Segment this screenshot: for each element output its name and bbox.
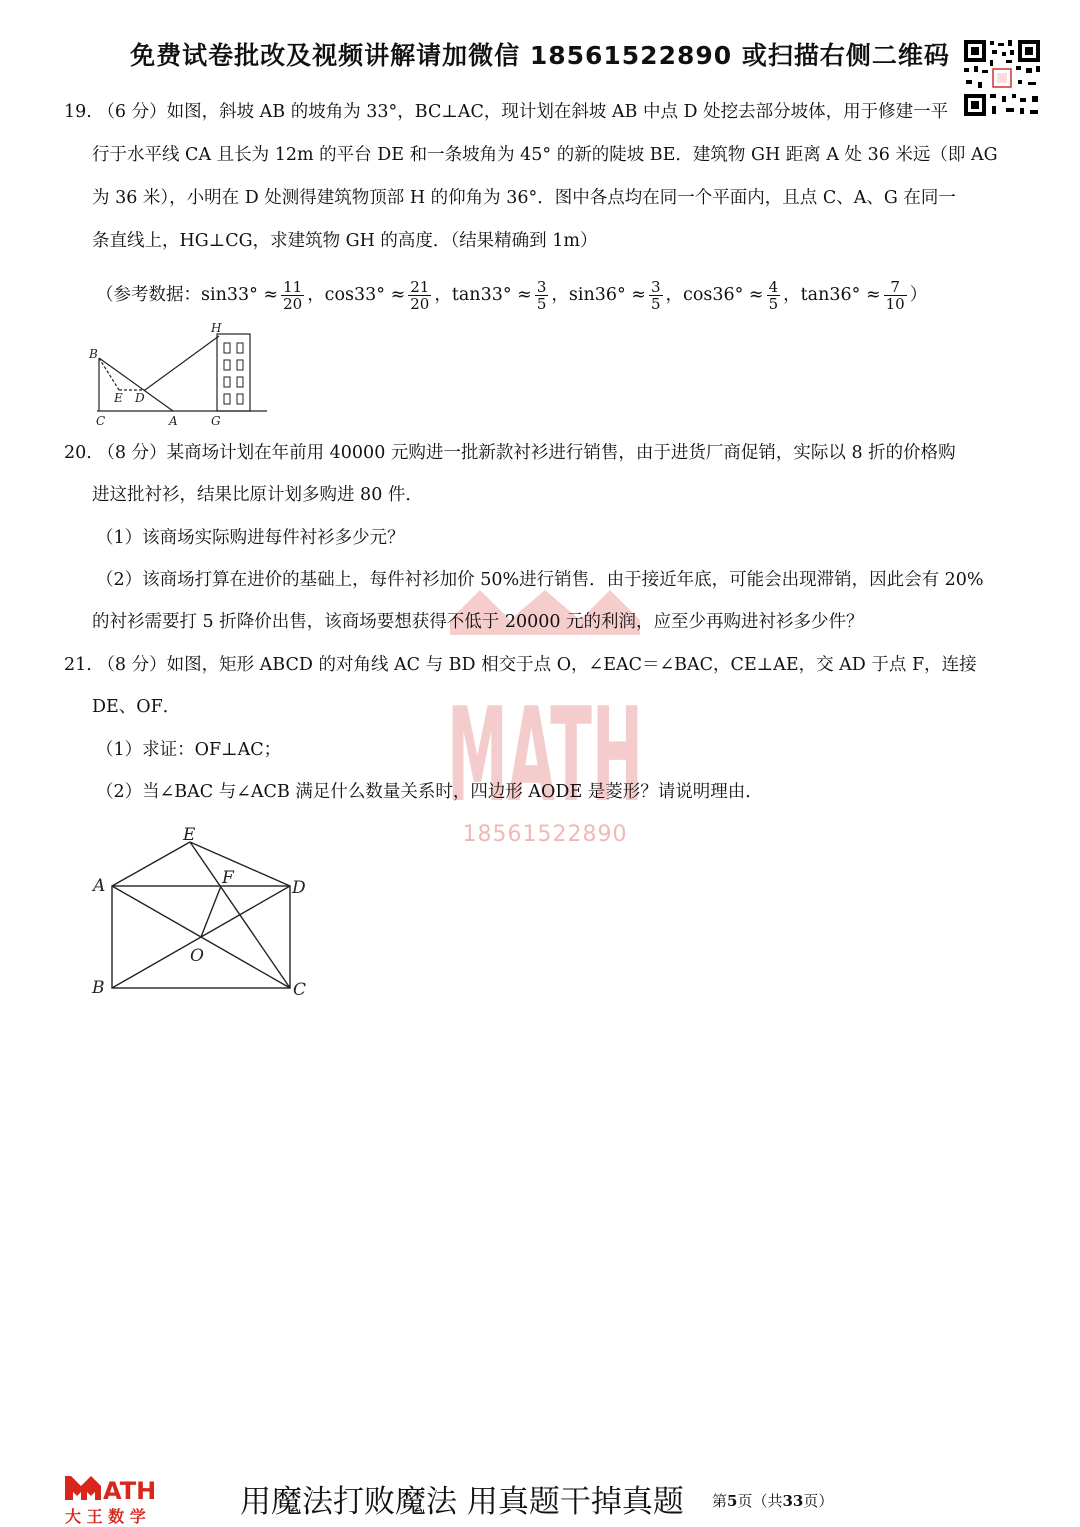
q19-line-2: 行于水平线 CA 且长为 12m 的平台 DE 和一条坡角为 45° 的新的陡坡 BE．建筑物 GH 距离 A 处 36 米远（即 AG [92, 145, 998, 165]
q19-label-D: D [135, 391, 145, 405]
page-header-title: 免费试卷批改及视频讲解请加微信 18561522890 或扫描右侧二维码 [130, 41, 950, 70]
q20-line-5: 的衬衫需要打 5 折降价出售，该商场要想获得不低于 20000 元的利润，应至少再购进衬衫多少件？ [92, 612, 864, 632]
q21-label-O: O [190, 946, 204, 966]
q19-line-1: 19. （6 分）如图，斜坡 AB 的坡角为 33°，BC⊥AC，现计划在斜坡 AB 中点 D 处挖去部分坡体，用于修建一平 [64, 102, 949, 122]
q20-line-2: 进这批衬衫，结果比原计划多购进 80 件． [92, 485, 423, 505]
q21-label-E: E [183, 825, 196, 845]
q21-label-F: F [222, 868, 234, 888]
q20-line-4: （2）该商场打算在进价的基础上，每件衬衫加价 50%进行销售．由于接近年底，可能会出现滞销，因此会有 20% [96, 570, 984, 590]
q19-label-E: E [114, 391, 123, 405]
q21-label-B: B [92, 978, 105, 998]
q20-line-3: （1）该商场实际购进每件衬衫多少元？ [96, 528, 405, 548]
footer-slogan: 用魔法打败魔法 用真题干掉真题 [240, 1484, 684, 1520]
q21-line-1: 21. （8 分）如图，矩形 ABCD 的对角线 AC 与 BD 相交于点 O，∠EAC＝∠BAC，CE⊥AE，交 AD 于点 F，连接 [64, 655, 977, 675]
q21-label-D: D [292, 878, 306, 898]
q21-label-A: A [93, 876, 106, 896]
q19-line-4: 条直线上，HG⊥CG，求建筑物 GH 的高度．（结果精确到 1m） [92, 231, 598, 251]
qr-code-icon[interactable] [962, 38, 1042, 118]
q21-line-2: DE、OF． [92, 697, 181, 717]
footer-page-number: 第5页（共33页） [712, 1492, 834, 1510]
q19-reference-data: （参考数据：sin33° ≈ $\frac{11}{20}$ ，cos33° ≈ $\frac{21}{20}$ ，tan33° ≈ $\frac{3}{5}$ ，sin36° ≈ $\frac{3}{5}$ ，cos36° ≈ $\frac{4}{5}$ ，tan36° ≈ $\frac{7}{10}$ ） [96, 278, 928, 313]
q19-line-3: 为 36 米），小明在 D 处测得建筑物顶部 H 的仰角为 36°．图中各点均在同一个平面内，且点 C、A、G 在同一 [92, 188, 956, 208]
watermark-phone: 18561522890 [462, 822, 628, 847]
q19-slope-figure [85, 318, 275, 430]
q19-label-G: G [211, 414, 221, 428]
q21-label-C: C [293, 980, 307, 1000]
svg-text:大 王 数 学: 大 王 数 学 [65, 1507, 146, 1526]
dawang-math-logo [63, 1472, 163, 1527]
q19-label-B: B [89, 347, 98, 361]
q19-label-C: C [96, 414, 106, 428]
q21-line-4: （2）当∠BAC 与∠ACB 满足什么数量关系时，四边形 AODE 是菱形？请说明理由． [96, 782, 763, 802]
svg-text:ATH: ATH [103, 1477, 157, 1505]
q19-label-A: A [169, 414, 178, 428]
q19-label-H: H [211, 321, 222, 335]
svg-text:MATH: MATH [447, 679, 643, 820]
q21-line-3: （1）求证：OF⊥AC； [96, 740, 282, 760]
q20-line-1: 20. （8 分）某商场计划在年前用 40000 元购进一批新款衬衫进行销售，由于进货厂商促销，实际以 8 折的价格购 [64, 443, 956, 463]
q21-rectangle-figure [86, 822, 316, 1000]
